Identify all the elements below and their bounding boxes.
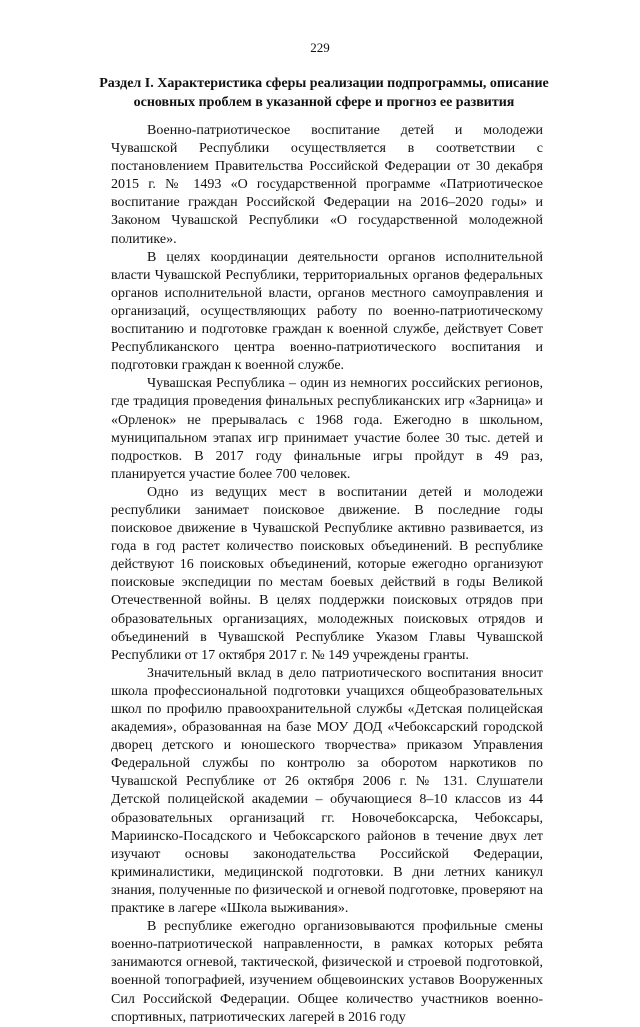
paragraph: Значительный вклад в дело патриотического воспитания вносит школа профессиональной подготовки учащихся общеобразовательных школ по профилю правоохранительной службы «Детская полицейская академия», образованная на базе МОУ ДОД «Чебоксарский городской дворец детского и юношеского творчества» приказом Управления Федеральной службы по контролю за оборотом наркотиков по Чувашской Республике от 26 октября 2006 г. № 131. Слушатели Детской полицейской академии – обучающиеся 8–10 классов из 44 образовательных организаций гг. Новочебоксарска, Чебоксары, Мариинско-Посадского и Чебоксарского районов в течение двух лет изучают основы законодательства Российской Федерации, криминалистики, медицинской подготовки. В дни летних каникул знания, полученные по физической и огневой подготовке, проверяют на практике в лагере «Школа выживания». — [111, 665, 543, 917]
paragraph: В целях координации деятельности органов исполнительной власти Чувашской Республики, территориальных органов федеральных органов исполнительной власти, органов местного самоуправления и организаций, осуществляющих работу по военно-патриотическому воспитанию и подготовке граждан к военной службе, действует Совет Республиканского центра военно-патриотического воспитания и подготовки граждан к военной службе. — [111, 249, 543, 374]
paragraph: Одно из ведущих мест в воспитании детей и молодежи республики занимает поисковое движение. В последние годы поисковое движение в Чувашской Республике активно развивается, из года в год растет количество поисковых объединений. В республике действуют 16 поисковых объединений, которые ежегодно организуют поисковые экспедиции по местам боевых действий в годы Великой Отечественной войны. В целях поддержки поисковых отрядов при образовательных организациях, молодежных поисковых отрядов и объединений в Чувашской Республике Указом Главы Чувашской Республики от 17 октября 2017 г. № 149 учреждены гранты. — [111, 484, 543, 663]
section-heading: Раздел I. Характеристика сферы реализации подпрограммы, описание основных проблем в указанной сфере и прогноз ее развития — [99, 76, 549, 110]
body-text — [111, 122, 543, 1027]
paragraph: Чувашская Республика – один из немногих российских регионов, где традиция проведения финальных республиканских игр «Зарница» и «Орленок» не прерывалась с 1968 года. Ежегодно в школьном, муниципальном этапах игр принимает участие более 30 тыс. детей и подростков. В 2017 году финальные игры пройдут в 49 раз, планируется участие более 700 человек. — [111, 376, 543, 482]
page-number: 229 — [310, 40, 330, 55]
paragraph: Военно-патриотическое воспитание детей и молодежи Чувашской Республики осуществляется в соответствии с постановлением Правительства Российской Федерации от 30 декабря 2015 г. № 1493 «О государственной программе «Патриотическое воспитание граждан Российской Федерации на 2016–2020 годы» и Законом Чувашской Республики «О государственной молодежной политике». — [111, 123, 543, 247]
paragraph: В республике ежегодно организовываются профильные смены военно-патриотической направленности, в рамках которых ребята занимаются огневой, тактической, физической и строевой подготовкой, военной топографией, изучением общевоинских уставов Вооруженных Сил Российской Федерации. Общее количество участников военно-спортивных, патриотических лагерей в 2016 году — [111, 919, 543, 1025]
